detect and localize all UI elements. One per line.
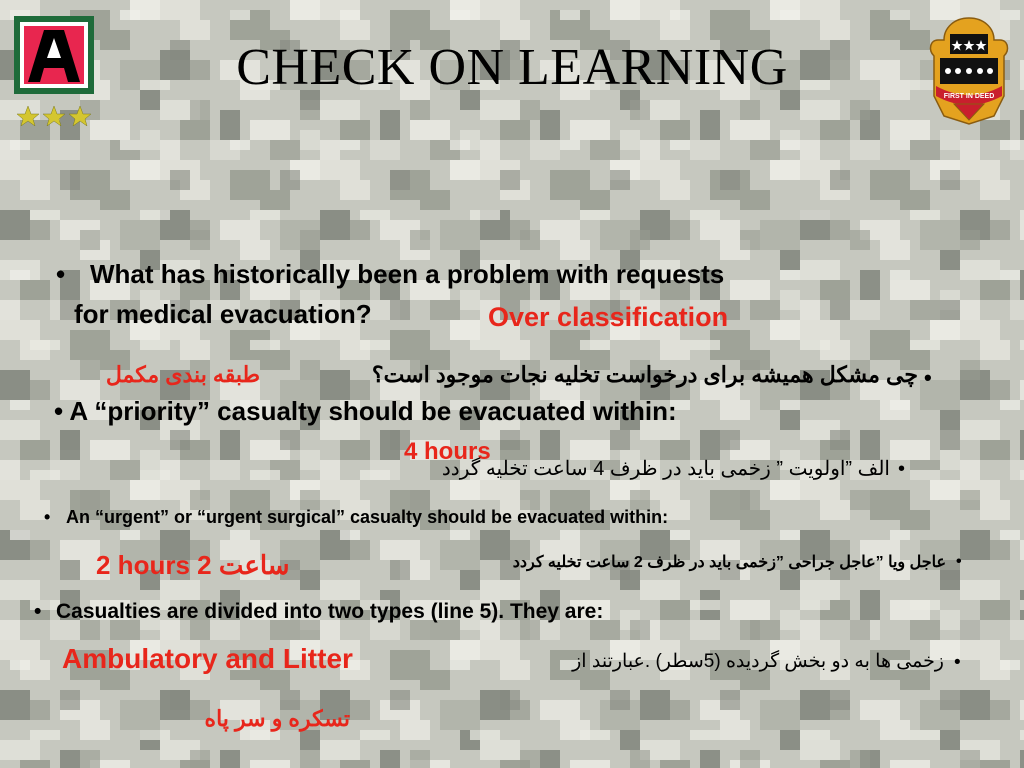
- q3-question: An “urgent” or “urgent surgical” casualty should be evacuated within:: [66, 507, 669, 527]
- q4-fa-answer: تسکره و سر پاه: [204, 706, 350, 731]
- q3-fa-question: عاجل ویا ”عاجل جراحی ”زخمی باید در ظرف 2 ساعت تخلیه کردد: [512, 554, 946, 571]
- q4-fa-bullet: •: [954, 652, 961, 673]
- q2-fa-question: الف ”اولویت ” زخمی باید در ظرف 4 ساعت تخلیه گردد: [441, 458, 890, 480]
- q1-fa-question: چی مشکل همیشه برای درخواست تخلیه نجات موجود است؟: [371, 362, 918, 387]
- q2-question: • A “priority” casualty should be evacuated within:: [54, 396, 677, 426]
- q1-answer: Over classification: [488, 302, 729, 332]
- q3-fa-bullet: •: [956, 553, 962, 570]
- q1-line2: for medical evacuation?: [74, 299, 372, 329]
- q2-answer: 4 hours: [404, 438, 491, 465]
- q3-answer: 2 hours 2 ساعت: [96, 550, 290, 580]
- q4-bullet: •: [34, 600, 42, 623]
- page-title: CHECK ON LEARNING: [236, 39, 788, 96]
- q1-fa-answer: طبقه بندی مکمل: [105, 362, 260, 387]
- q3-bullet: •: [44, 507, 51, 527]
- q4-fa-question: زخمی ها به دو بخش گردیده (5سطر) .عبارتند از: [572, 651, 944, 672]
- q4-question: Casualties are divided into two types (line 5). They are:: [56, 600, 604, 623]
- q1-line1: What has historically been a problem with requests: [90, 259, 725, 289]
- crest-motto: FIRST IN DEED: [943, 93, 995, 100]
- q1-fa-bullet: •: [924, 365, 932, 390]
- q4-answer: Ambulatory and Litter: [62, 643, 353, 674]
- q1-bullet: •: [56, 259, 66, 289]
- q2-fa-bullet: •: [898, 458, 906, 480]
